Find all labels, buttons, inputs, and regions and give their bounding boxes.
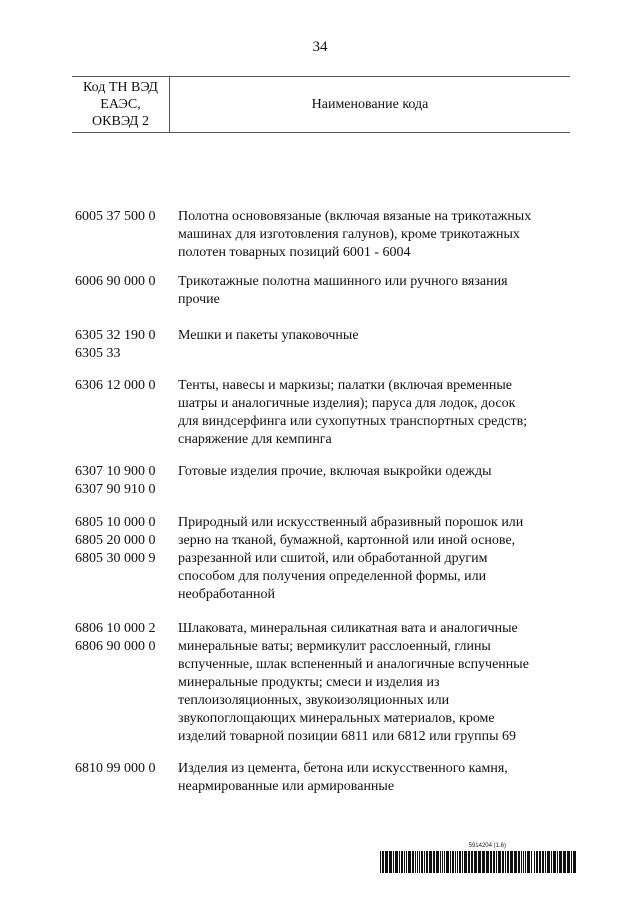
table-row (72, 273, 570, 309)
row-description (178, 327, 570, 363)
header-code-line: ЕАЭС, (100, 97, 141, 112)
code-value: 6305 32 190 0 (75, 328, 156, 343)
code-value: 6006 90 000 0 (75, 274, 156, 289)
row-codes (72, 463, 178, 499)
row-description (178, 208, 570, 262)
header-code-column (72, 77, 170, 132)
code-value: 6806 10 000 2 (75, 621, 156, 636)
description-line: машинах для изготовления галунов), кроме трикотажных (178, 227, 520, 242)
header-code-line: Код ТН ВЭД (83, 80, 158, 95)
table-row (72, 463, 570, 499)
description-line: зерно на тканой, бумажной, картонной или иной основе, (178, 533, 516, 548)
row-description (178, 760, 570, 796)
code-value: 6305 33 (75, 346, 121, 361)
description-line: шатры и аналогичные изделия); паруса для лодок, досок (178, 396, 516, 411)
table-row (72, 208, 570, 262)
description-line: теплоизоляционных, звукоизоляционных или (178, 693, 450, 708)
code-value: 6805 10 000 0 (75, 515, 156, 530)
description-line: вспученные, шлак вспененный и аналогичные вспученные (178, 657, 529, 672)
code-value: 6805 20 000 0 (75, 533, 156, 548)
description-line: Природный или искусственный абразивный порошок или (178, 515, 524, 530)
description-line: неармированные или армированные (178, 779, 395, 794)
row-codes (72, 620, 178, 746)
description-line: необработанной (178, 587, 275, 602)
description-line: Шлаковата, минеральная силикатная вата и аналогичные (178, 621, 518, 636)
header-code-line: ОКВЭД 2 (92, 114, 149, 129)
row-codes (72, 760, 178, 796)
description-line: минеральные продукты; смеси и изделия из (178, 675, 440, 690)
row-description (178, 463, 570, 499)
row-codes (72, 273, 178, 309)
row-codes (72, 327, 178, 363)
code-value: 6307 10 900 0 (75, 464, 156, 479)
page-number: 34 (312, 39, 328, 55)
description-line: полотен товарных позиций 6001 - 6004 (178, 245, 411, 260)
row-description (178, 273, 570, 309)
row-codes (72, 514, 178, 604)
description-line: Трикотажные полотна машинного или ручного вязания (178, 274, 508, 289)
code-table (72, 76, 570, 794)
description-line: Мешки и пакеты упаковочные (178, 328, 359, 343)
code-value: 6005 37 500 0 (75, 209, 156, 224)
description-line: способом для получения определенной формы, или (178, 569, 487, 584)
description-line: снаряжение для кемпинга (178, 432, 332, 447)
description-line: Готовые изделия прочие, включая выкройки одежды (178, 464, 492, 479)
table-row (72, 620, 570, 746)
code-value: 6805 30 000 9 (75, 551, 156, 566)
description-line: изделий товарной позиции 6811 или 6812 или группы 69 (178, 729, 516, 744)
description-line: для виндсерфинга или сухопутных транспортных средств; (178, 414, 528, 429)
code-value: 6307 90 910 0 (75, 482, 156, 497)
barcode-block (380, 843, 576, 873)
barcode-icon (380, 851, 576, 873)
code-value: 6806 90 000 0 (75, 639, 156, 654)
row-codes (72, 208, 178, 262)
table-row (72, 377, 570, 449)
description-line: Полотна основовязаные (включая вязаные на трикотажных (178, 209, 532, 224)
table-row (72, 760, 570, 796)
description-line: Тенты, навесы и маркизы; палатки (включая временные (178, 378, 513, 393)
row-description (178, 514, 570, 604)
table-row (72, 327, 570, 363)
row-codes (72, 377, 178, 449)
description-line: прочие (178, 292, 220, 307)
table-row (72, 514, 570, 604)
row-description (178, 620, 570, 746)
code-value: 6306 12 000 0 (75, 378, 156, 393)
code-value: 6810 99 000 0 (75, 761, 156, 776)
header-name-column: Наименование кода (311, 97, 429, 112)
description-line: звукопоглощающих минеральных материалов, кроме (178, 711, 495, 726)
description-line: минеральные ваты; вермикулит расслоенный, глины (178, 639, 491, 654)
barcode-label: 5914204 (1.6) (468, 843, 506, 849)
description-line: разрезанной или сшитой, или обработанной другим (178, 551, 488, 566)
row-description (178, 377, 570, 449)
table-header (72, 76, 570, 133)
description-line: Изделия из цемента, бетона или искусственного камня, (178, 761, 508, 776)
